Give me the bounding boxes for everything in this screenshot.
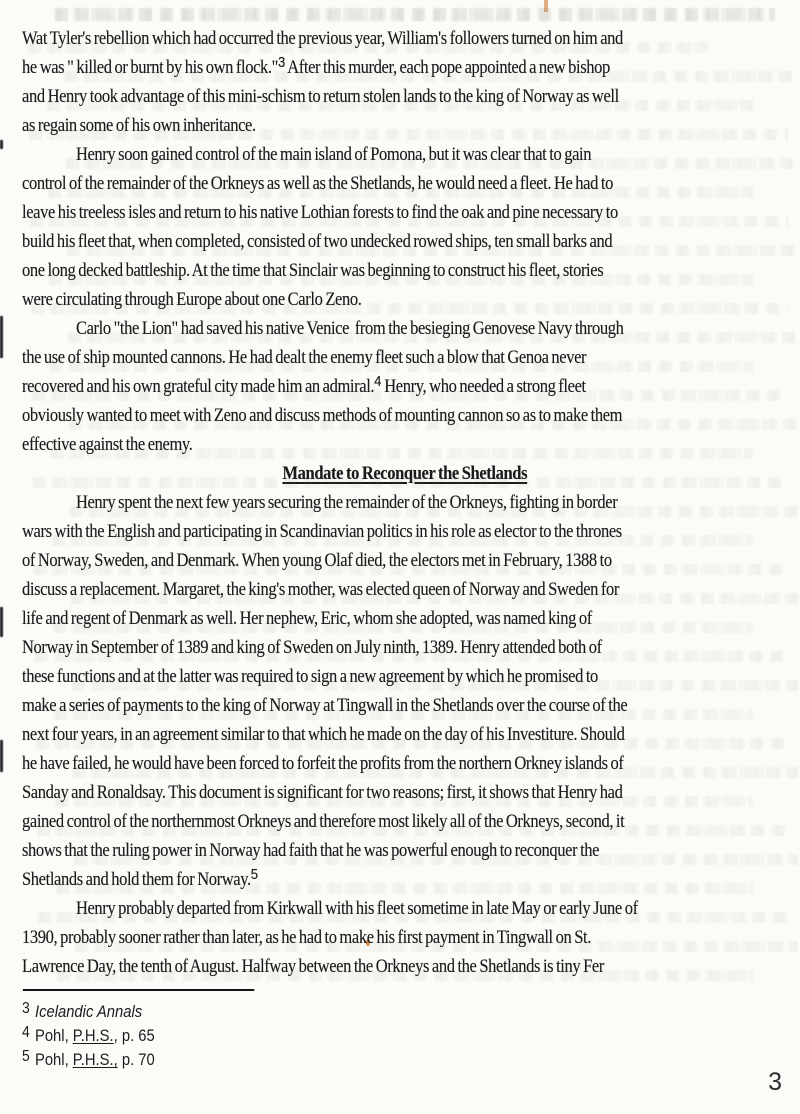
text-line: gained control of the northernmost Orkneys and therefore most likely all of the Orkneys, second, it [22, 811, 625, 832]
text-line: Shetlands and hold them for Norway.$^5$ [22, 866, 259, 890]
scan-mark-left-2 [0, 316, 3, 358]
text-line: leave his treeless isles and return to his native Lothian forests to find the oak and pine necessary to [22, 202, 618, 223]
scan-mark-left-3 [0, 607, 3, 637]
text-line: Henry probably departed from Kirkwall with his fleet sometime in late May or early June of [75, 898, 638, 919]
text-line: build his fleet that, when completed, consisted of two undecked rowed ships, ten small barks and [22, 231, 613, 252]
scan-mark-left-4 [0, 740, 3, 772]
text-line: Wat Tyler's rebellion which had occurred the previous year, William's followers turned on him and [22, 28, 623, 49]
text-line: as regain some of his own inheritance. [22, 115, 256, 136]
text-line: these functions and at the latter was required to sign a new agreement by which he promised to [22, 666, 598, 687]
footnote-separator [23, 989, 254, 991]
footnote: 4 Pohl, P.H.S., p. 65 [22, 1024, 155, 1045]
footnotes [22, 998, 788, 1070]
text-line: Lawrence Day, the tenth of August. Halfway between the Orkneys and the Shetlands is tiny Fer [22, 956, 604, 977]
footnote: 3 Icelandic Annals [22, 1000, 143, 1021]
text-line: Henry soon gained control of the main island of Pomona, but it was clear that to gain [75, 144, 592, 165]
text-line: control of the remainder of the Orkneys as well as the Shetlands, he would need a fleet. He had to [22, 173, 613, 194]
text-line: wars with the English and participating in Scandinavian politics in his role as elector to the thrones [22, 521, 622, 542]
paragraph [22, 140, 788, 314]
text-line: make a series of payments to the king of Norway at Tingwall in the Shetlands over the course of the [22, 695, 628, 716]
blocks [22, 24, 788, 981]
footnote: 5 Pohl, P.H.S., p. 70 [22, 1048, 155, 1069]
paragraph [22, 488, 788, 894]
text-line: Norway in September of 1389 and king of Sweden on July ninth, 1389. Henry attended both of [22, 637, 602, 658]
text-line: and Henry took advantage of this mini-schism to return stolen lands to the king of Norway as well [22, 86, 619, 107]
bleed-through-top-line [55, 8, 775, 21]
text-line: next four years, in an agreement similar to that which he made on the day of his Investiture. Should [22, 724, 625, 745]
text-line: recovered and his own grateful city made him an admiral.$^4$ Henry, who needed a strong fleet [22, 373, 586, 397]
section-heading: Mandate to Reconquer the Shetlands [282, 463, 528, 484]
text-line: one long decked battleship. At the time that Sinclair was beginning to construct his fleet, stories [22, 260, 604, 281]
text-line: were circulating through Europe about one Carlo Zeno. [22, 289, 362, 310]
text-line: of Norway, Sweden, and Denmark. When young Olaf died, the electors met in February, 1388 to [22, 550, 612, 571]
text-line: life and regent of Denmark as well. Her nephew, Eric, whom she adopted, was named king of [22, 608, 592, 629]
page-number: 3 [768, 1068, 782, 1096]
paragraph [22, 894, 788, 981]
text-line: Sanday and Ronaldsay. This document is significant for two reasons; first, it shows that Henry had [22, 782, 623, 803]
paragraph [22, 24, 788, 140]
paragraph [22, 314, 788, 459]
text-line: 1390, probably sooner rather than later, as he had to make his first payment in Tingwall on St. [22, 927, 591, 948]
text-line: discuss a replacement. Margaret, the king's mother, was elected queen of Norway and Sweden for [22, 579, 620, 600]
text-line: he have failed, he would have been forced to forfeit the profits from the northern Orkney islands of [22, 753, 624, 774]
text-line: effective against the enemy. [22, 434, 193, 455]
text-column [22, 24, 788, 1070]
text-line: the use of ship mounted cannons. He had dealt the enemy fleet such a blow that Genoa never [22, 347, 587, 368]
text-line: Henry spent the next few years securing the remainder of the Orkneys, fighting in border [75, 492, 618, 513]
text-line: obviously wanted to meet with Zeno and discuss methods of mounting cannon so as to make them [22, 405, 623, 426]
text-line: shows that the ruling power in Norway had faith that he was powerful enough to reconquer the [22, 840, 600, 861]
scan-mark-left-1 [0, 140, 3, 149]
scan-mark-top [544, 0, 548, 12]
text-line: Carlo "the Lion" had saved his native Venice from the besieging Genovese Navy through [75, 318, 624, 339]
text-line: he was " killed or burnt by his own flock."$^3$ After this murder, each pope appointed a new bishop [22, 54, 610, 78]
